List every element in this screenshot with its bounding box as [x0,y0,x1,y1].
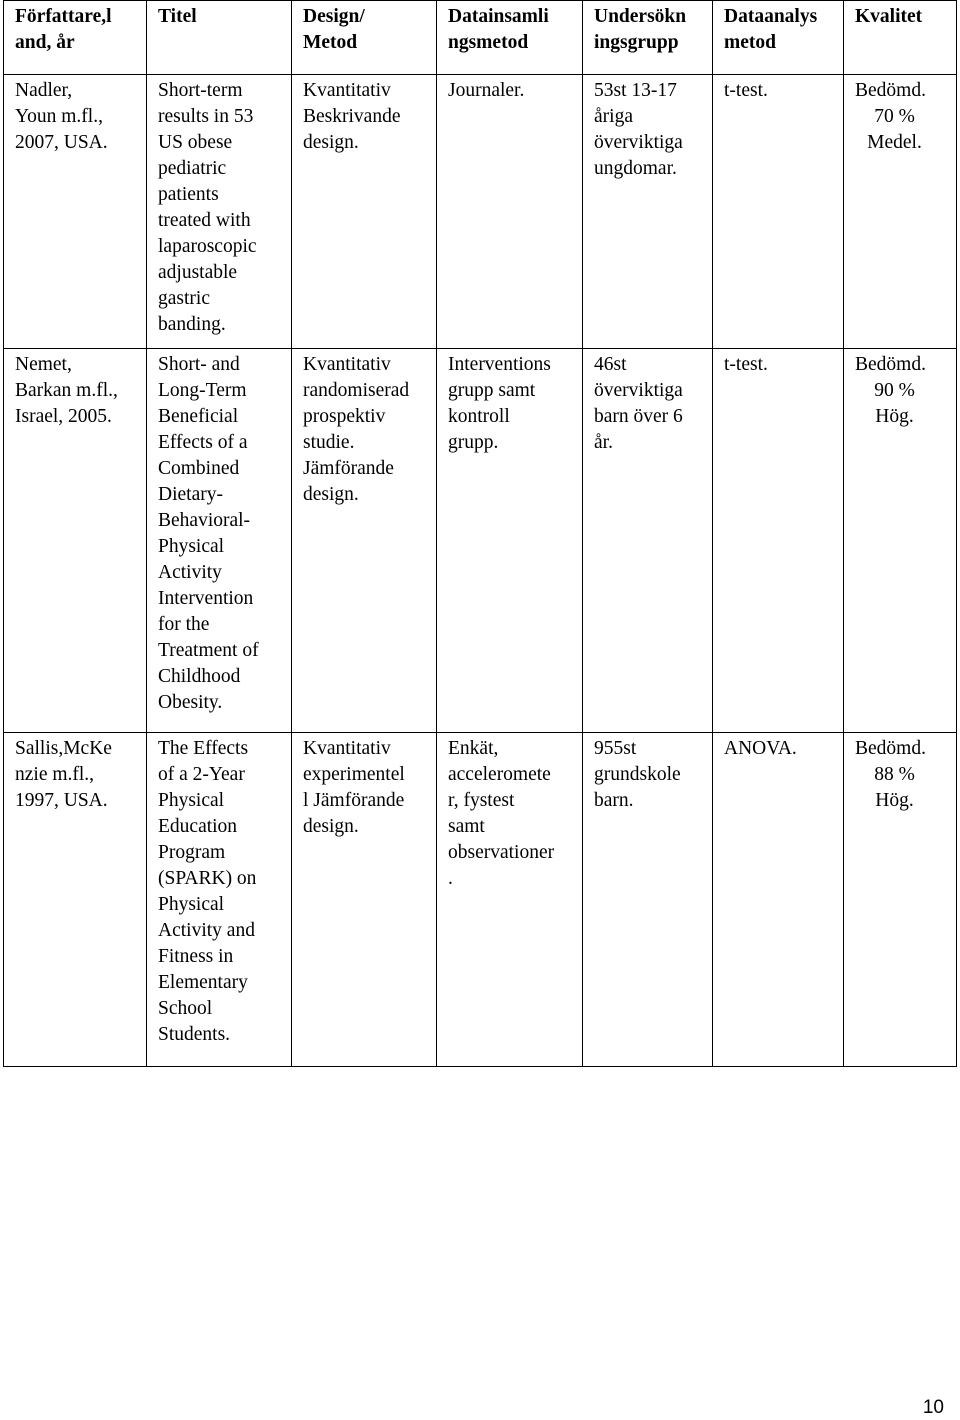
header-analysis [713,1,844,75]
cell-text-line: results in 53 [158,106,254,127]
cell-text-line: r, fystest [448,790,515,811]
literature-review-table [3,0,957,1067]
cell-text-line: experimentel [303,764,405,785]
analysis-cell [713,349,844,733]
header-study-group [583,1,713,75]
quality-cell [844,349,957,733]
table-row [4,733,957,1067]
cell-text-line: åriga [594,106,633,127]
cell-text-line: banding. [158,314,226,335]
table-row [4,75,957,349]
cell-text-line: Activity [158,562,222,583]
design-cell [292,349,437,733]
cell-text-line: Short-term [158,80,243,101]
cell-text-line: t-test. [724,80,768,101]
cell-text-line: överviktiga [594,380,683,401]
header-text-line: Kvalitet [855,6,923,27]
cell-text-line: Combined [158,458,240,479]
cell-text-line: 90 % [874,380,915,401]
cell-text-line: patients [158,184,219,205]
cell-text-line: 70 % [874,106,915,127]
cell-text-line: studie. [303,432,355,453]
cell-text-line: Intervention [158,588,254,609]
author-cell [4,349,147,733]
data-collection-cell [437,349,583,733]
study-group-cell [583,349,713,733]
cell-text-line: Nemet, [15,354,72,375]
cell-text-line: överviktiga [594,132,683,153]
analysis-cell [713,733,844,1067]
data-collection-cell [437,733,583,1067]
cell-text-line: Interventions [448,354,551,375]
cell-text-line: randomiserad [303,380,410,401]
cell-text-line: Hög. [875,790,914,811]
header-design [292,1,437,75]
cell-text-line: Medel. [867,132,922,153]
cell-text-line: design. [303,132,359,153]
cell-text-line: Nadler, [15,80,73,101]
analysis-cell [713,75,844,349]
cell-text-line: Short- and [158,354,240,375]
cell-text-line: 53st 13-17 [594,80,677,101]
title-cell [147,733,292,1067]
header-text-line: Författare,l [15,6,112,27]
cell-text-line: Barkan m.fl., [15,380,118,401]
cell-text-line: The Effects [158,738,249,759]
cell-text-line: adjustable [158,262,238,283]
cell-text-line: barn över 6 [594,406,683,427]
quality-cell [844,733,957,1067]
study-group-cell [583,733,713,1067]
cell-text-line: design. [303,484,359,505]
header-text-line: Design/ [303,6,365,27]
header-quality [844,1,957,75]
study-group-cell [583,75,713,349]
table-row [4,349,957,733]
cell-text-line: of a 2-Year [158,764,245,785]
cell-text-line: grupp samt [448,380,536,401]
cell-text-line: Enkät, [448,738,499,759]
cell-text-line: Physical [158,790,225,811]
cell-text-line: prospektiv [303,406,386,427]
cell-text-line: kontroll [448,406,510,427]
cell-text-line: pediatric [158,158,227,179]
cell-text-line: treated with [158,210,251,231]
header-author [4,1,147,75]
cell-text-line: nzie m.fl., [15,764,95,785]
table-header-row [4,1,957,75]
cell-text-line: Activity and [158,920,255,941]
cell-text-line: design. [303,816,359,837]
cell-text-line: Effects of a [158,432,248,453]
cell-text-line: samt [448,816,485,837]
cell-text-line: 955st [594,738,637,759]
cell-text-line: Long-Term [158,380,247,401]
cell-text-line: Childhood [158,666,241,687]
cell-text-line: ANOVA. [724,738,797,759]
cell-text-line: Hög. [875,406,914,427]
cell-text-line: Beskrivande [303,106,401,127]
cell-text-line: Physical [158,894,225,915]
author-cell [4,75,147,349]
cell-text-line: Obesity. [158,692,223,713]
cell-text-line: Treatment of [158,640,259,661]
cell-text-line: US obese [158,132,233,153]
header-text-line: and, år [15,32,75,53]
cell-text-line: Physical [158,536,225,557]
header-text-line: Metod [303,32,358,53]
cell-text-line: Program [158,842,226,863]
header-text-line: Dataanalys [724,6,818,27]
cell-text-line: gastric [158,288,210,309]
header-data-collection [437,1,583,75]
cell-text-line: 88 % [874,764,915,785]
cell-text-line: Behavioral- [158,510,251,531]
cell-text-line: grupp. [448,432,499,453]
header-text-line: Titel [158,6,197,27]
cell-text-line: laparoscopic [158,236,257,257]
cell-text-line: Bedömd. [855,354,926,375]
cell-text-line: barn. [594,790,634,811]
cell-text-line: Fitness in [158,946,234,967]
design-cell [292,733,437,1067]
cell-text-line: Kvantitativ [303,738,391,759]
cell-text-line: grundskole [594,764,681,785]
cell-text-line: Journaler. [448,80,525,101]
cell-text-line: Youn m.fl., [15,106,103,127]
cell-text-line: Israel, 2005. [15,406,112,427]
header-text-line: ingsgrupp [594,32,679,53]
cell-text-line: år. [594,432,613,453]
cell-text-line: Students. [158,1024,231,1045]
cell-text-line: ungdomar. [594,158,677,179]
cell-text-line: Kvantitativ [303,354,391,375]
author-cell [4,733,147,1067]
cell-text-line: Kvantitativ [303,80,391,101]
cell-text-line: Beneficial [158,406,239,427]
cell-text-line: Bedömd. [855,80,926,101]
header-text-line: ngsmetod [448,32,529,53]
cell-text-line: (SPARK) on [158,868,257,889]
cell-text-line: 46st [594,354,627,375]
cell-text-line: t-test. [724,354,768,375]
cell-text-line: Bedömd. [855,738,926,759]
cell-text-line: Jämförande [303,458,394,479]
header-text-line: Datainsamli [448,6,549,27]
data-collection-cell [437,75,583,349]
cell-text-line: 2007, USA. [15,132,108,153]
page-number: 10 [922,1397,944,1418]
cell-text-line: observationer [448,842,555,863]
header-text-line: Undersökn [594,6,687,27]
cell-text-line: Dietary- [158,484,223,505]
cell-text-line: for the [158,614,210,635]
cell-text-line: l Jämförande [303,790,405,811]
cell-text-line: . [448,868,453,889]
title-cell [147,349,292,733]
header-text-line: metod [724,32,776,53]
cell-text-line: Sallis,McKe [15,738,112,759]
design-cell [292,75,437,349]
cell-text-line: 1997, USA. [15,790,108,811]
header-title [147,1,292,75]
cell-text-line: School [158,998,213,1019]
cell-text-line: Elementary [158,972,248,993]
quality-cell [844,75,957,349]
cell-text-line: Education [158,816,238,837]
cell-text-line: acceleromete [448,764,551,785]
title-cell [147,75,292,349]
